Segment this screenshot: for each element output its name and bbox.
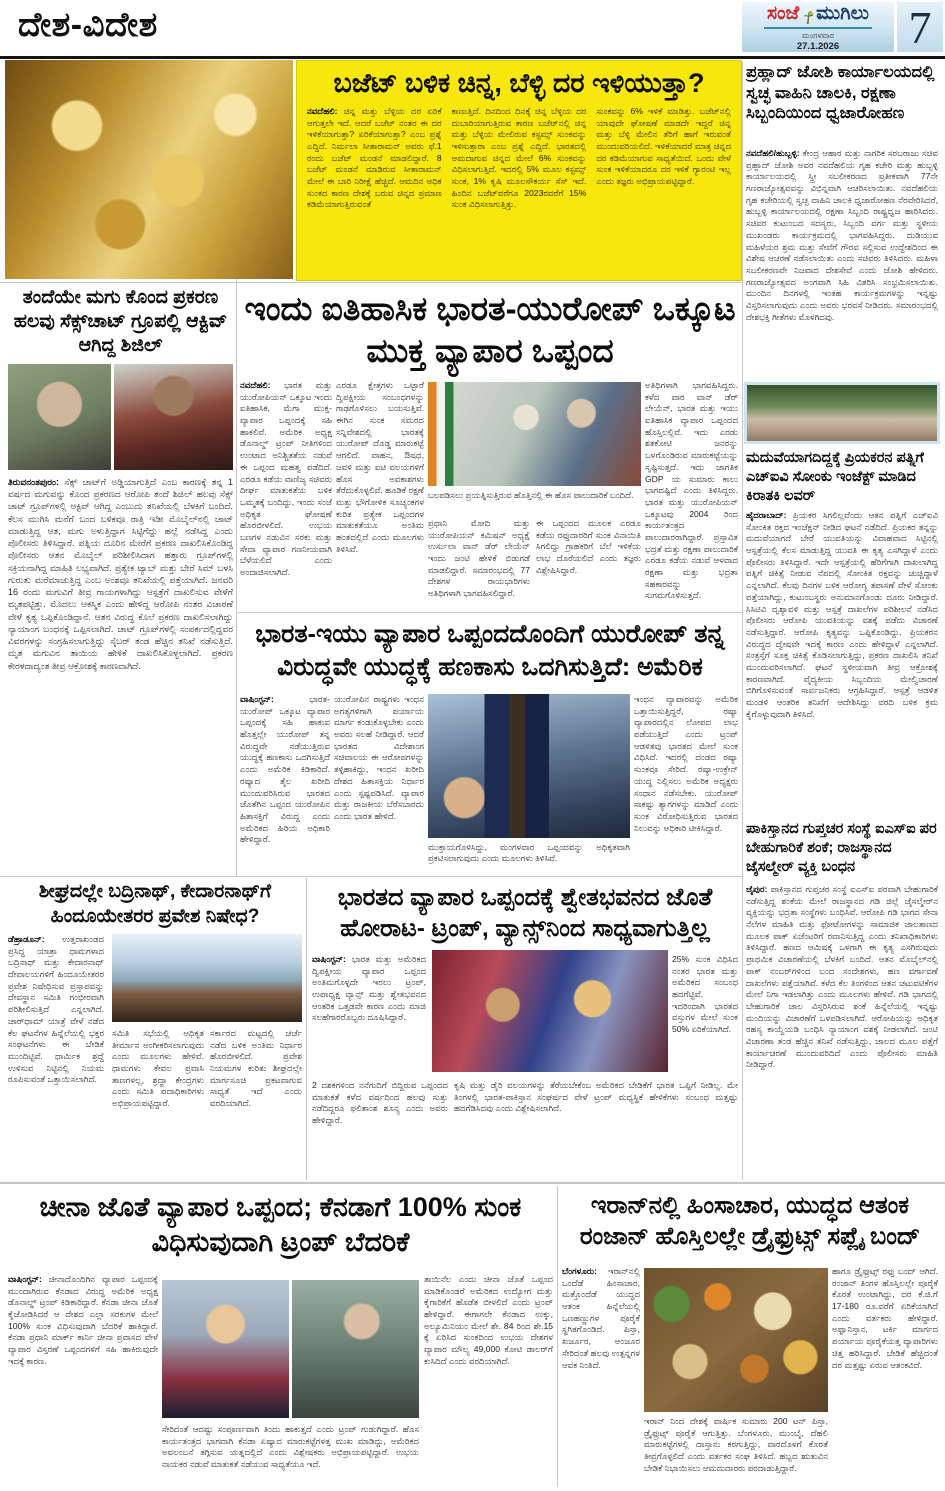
article-gold-headline: ಬಜೆಟ್ ಬಳಿಕ ಚಿನ್ನ, ಬೆಳ್ಳಿ ದರ ಇಳಿಯುತ್ತಾ? bbox=[333, 68, 705, 98]
article-badri-col2: ಸಮಿತಿ ಸಭೆಯಲ್ಲಿ ಅಧಿಕೃತ ತೀರ್ಮಾನ ಅಂಗೀಕರಿಸಲಾಗುವುದು ಎಂದು ಮೂಲಗಳು ಹೇಳಿವೆ. ಧಾಮಗಳು ಕೇವಲ ಪ್ರವಾಸಿ ತಾಣಗಳಲ್ಲ, ಶ್ರದ್ಧಾ ಕೇಂದ್ರಗಳು ಎಂದು ಸಮಿತಿ ಪದಾಧಿಕಾರಿಗಳು ಅಭಿಪ್ರಾಯಪಟ್ಟಿದ್ದಾರೆ. bbox=[112, 1028, 204, 1109]
article-indiaeu-col1 bbox=[240, 380, 332, 608]
article-indiaeu-col5: ಅತಿಥಿಗಳಾಗಿ ಭಾಗವಹಿಸಿದ್ದರು. ಕಳೆದ ವಾರ ವಾನ್ ಡೆರ್ ಲೇಯೆನ್, ಭಾರತ ಮತ್ತು ಇಯು ಐತಿಹಾಸಿಕ ವ್ಯಾಪಾರ ಒಪ್ಪಂದದ ಹೊಸ್ತಿಲಲ್ಲಿವೆ. ಇದು ಎರಡು ಶತಕೋಟಿ ಜನರನ್ನು ಒಳಗೊಂಡಿರುವ ಮಾರುಕಟ್ಟೆಯನ್ನು ಸೃಷ್ಟಿಸುತ್ತದೆ. ಇದು ಜಾಗತಿಕ GDP ಯ ಸುಮಾರು ಕಾಲು ಭಾಗದಷ್ಟಿದೆ ಎಂದು ತಿಳಿಸಿದ್ದರು. ಭಾರತ ಮತ್ತು ಯುರೋಪಿಯನ್ ಒಕ್ಕೂಟವು 2004 ರಿಂದ ಕಾರ್ಯತಂತ್ರದ ಪಾಲುದಾರರಾಗಿದ್ದಾರೆ. ಪ್ರಸ್ತಾವಿತ ಭದ್ರತೆ ಮತ್ತು ರಕ್ಷಣಾ ಪಾಲುದಾರಿಕೆ ಎರಡೂ ಕಡೆಯ ನಡುವೆ ಆಳವಾದ ರಕ್ಷಣಾ ಮತ್ತು ಭದ್ರತಾ ಸಹಕಾರವನ್ನು ಸುಗಮಗೊಳಿಸುತ್ತದೆ. bbox=[645, 380, 738, 601]
article-china-col2: ತಾಯಿನೆಲ ಎಂದು ಚೀನಾ ಜೊತೆ ಒಪ್ಪಂದ ಮಾಡಿಕೊಂಡರೆ ಅಮೆರಿಕದ ಉದ್ಯೋಗ ಮತ್ತು ಕೈಗಾರಿಕೆಗೆ ಹೊಡೆತ ಬೀಳಲಿದೆ ಎಂದು ಟ್ರಂಪ್ ಹೇಳಿದ್ದಾರೆ. ಈಗಾಗಲೇ ಕೆನಡಾದ ಉಕ್ಕು, ಅಲ್ಯೂಮಿನಿಯಂ ಮೇಲೆ ಶೇ. 84 ರಿಂದ ಶೇ.15 ಕ್ಕೆ ಏರಿಸಿದ ಸುಂಕದಿಂದ ಉಭಯ ದೇಶಗಳ ವ್ಯಾಪಾರ ಮೌಲ್ಯ 49,000 ಕೋಟಿ ಡಾಲರ್‌ಗೆ ಕುಸಿದಿದೆ ಎಂದು ವರದಿಯಾಗಿದೆ. bbox=[424, 1274, 553, 1366]
article-indiaeu-headline: ಇಂದು ಐತಿಹಾಸಿಕ ಭಾರತ-ಯುರೋಪ್ ಒಕ್ಕೂಟ ಮುಕ್ತ ವ್ಯಾಪಾರ ಒಪ್ಪಂದ bbox=[244, 290, 736, 370]
article-joshi-headline: ಪ್ರಹ್ಲಾದ್ ಜೋಶಿ ಕಾರ್ಯಾಲಯದಲ್ಲಿ ಸ್ವಚ್ಛ ವಾಹಿನಿ ಚಾಲಕಿ, ರಕ್ಷಣಾ ಸಿಬ್ಬಂದಿಯಿಂದ ಧ್ವಜಾರೋಹಣ bbox=[746, 63, 935, 123]
article-china-headline: ಚೀನಾ ಜೊತೆ ವ್ಯಾಪಾರ ಒಪ್ಪಂದ; ಕೆನಡಾಗೆ 100% ಸುಂಕ ವಿಧಿಸುವುದಾಗಿ ಟ್ರಂಪ್ ಬೆದರಿಕೆ bbox=[39, 1192, 522, 1258]
article-iran-col3: ಇರಾನ್ ನಿಂದ ದೇಶಕ್ಕೆ ವಾರ್ಷಿಕ ಸುಮಾರು 200 ಟನ್ ಪಿಸ್ತಾ, ಡ್ರೈಫ್ರುಟ್ಸ್ ಪೂರೈಕೆ ಆಗುತ್ತಿತ್ತು. ಬೆಂಗಳೂರು, ಮುಂಬೈ, ದೆಹಲಿ ಮಾರುಕಟ್ಟೆಗಳಲ್ಲಿ ದಾಸ್ತಾನು ಕರಗುತ್ತಿದ್ದು, ವಾರದೊಳಗೆ ಕೊರತೆ ತೀವ್ರಗೊಳ್ಳಲಿದೆ ಎಂದು ವರ್ತಕರ ಸಂಘ ತಿಳಿಸಿದೆ. ಹಬ್ಬದ ಋತುವಿನ ಬೇಡಿಕೆ ನಿಭಾಯಿಸಲು ಆಮದುದಾರರು ಪರದಾಡುತ್ತಿದ್ದಾರೆ. bbox=[644, 1416, 828, 1473]
dry-fruits-photo bbox=[644, 1268, 828, 1412]
trump-oval-office-photo bbox=[428, 694, 630, 838]
trump-closeup-photo bbox=[162, 1280, 289, 1418]
article-iran-headline: ಇರಾನ್‌ನಲ್ಲಿ ಹಿಂಸಾಚಾರ, ಯುದ್ಧದ ಆತಂಕ ರಂಜಾನ್ ಹೊಸ್ತಿಲಲ್ಲೇ ಡ್ರೈಫ್ರುಟ್ಸ್ ಸಪ್ಲೈ ಬಂದ್ bbox=[579, 1192, 921, 1251]
article-euwar-col1 bbox=[240, 694, 330, 872]
article-trade-col4: ಕೃಷಿ ಮತ್ತು ಡೈರಿ ವಲಯಗಳನ್ನು ತೆರೆಯಬೇಕೆಂಬ ಅಮೆರಿಕದ ಬೇಡಿಕೆಗೆ ಭಾರತ ಒಪ್ಪಿಗೆ ನೀಡಿಲ್ಲ. ಮೇ ತಿಂಗಳಲ್ಲಿ ಭಾರತ-ಪಾಕಿಸ್ತಾನ ಸಂಘರ್ಷದ ವೇಳೆ ಟ್ರಂಪ್ ಮಧ್ಯಸ್ಥಿಕೆ ಹೇಳಿಕೆಗಳು ಸಂಬಂಧ ಮತ್ತಷ್ಟು ಹದಗೆಡಿಸಿದವು ಎಂದು ವಿಶ್ಲೇಷಿಸಲಾಗಿದೆ. bbox=[454, 1080, 738, 1114]
divider bbox=[557, 1186, 558, 1487]
article-iran-byline: ಬೆಂಗಳೂರು: bbox=[562, 1266, 597, 1276]
article-china-col1 bbox=[8, 1274, 158, 1484]
modi-vonderleyen-photo bbox=[428, 382, 641, 486]
masthead-palm-icon bbox=[801, 10, 814, 25]
article-trade-col1-text: ಭಾರತ ಮತ್ತು ಅಮೆರಿಕದ ದ್ವಿಪಕ್ಷೀಯ ವ್ಯಾಪಾರ ಒಪ್ಪಂದ ಅಂತಿಮಗೊಳ್ಳದೇ ಇರಲು ಟ್ರಂಪ್, ಉಪಾಧ್ಯಕ್ಷ ವ್ಯಾನ್ಸ್ ಮತ್ತು ಶ್ವೇತಭವನದ ಆಂತರಿಕ ಒತ್ತಡವೇ ಕಾರಣ ಎಂದು ಮಾಜಿ ಸಲಹೆಗಾರರೊಬ್ಬರು ದೂಷಿಸಿದ್ದಾರೆ. bbox=[312, 954, 426, 1023]
women-flag-salute-photo bbox=[744, 382, 940, 444]
article-hiv-body bbox=[746, 510, 938, 816]
article-badri-col3: ಸರ್ಕಾರದ ಮಟ್ಟದಲ್ಲಿ ಚರ್ಚೆ ನಡೆದ ಬಳಿಕ ಅಂತಿಮ ನಿರ್ಧಾರ ಹೊರಬೀಳಲಿದೆ. ಪ್ರವೇಶ ನಿಯಮಗಳ ಕುರಿತು ಶೀಘ್ರದಲ್ಲೇ ಮಾರ್ಗಸೂಚಿ ಪ್ರಕಟವಾಗುವ ಸಾಧ್ಯತೆ ಇದೆ ಎಂದು ವರದಿಯಾಗಿದೆ. bbox=[210, 1028, 302, 1109]
vance-trump-rally-photo bbox=[432, 950, 668, 1072]
article-gold-budget bbox=[296, 60, 742, 281]
article-isi-body bbox=[746, 884, 938, 1178]
article-badri-headline: ಶೀಘ್ರದಲ್ಲೇ ಬದ್ರಿನಾಥ್, ಕೇದಾರನಾಥ್‌ಗೆ ಹಿಂದೂಯೇತರರ ಪ್ರವೇಶ ನಿಷೇಧ? bbox=[38, 881, 272, 927]
masthead-brand-blue: ಮುಗಿಲು bbox=[816, 2, 869, 24]
kedarnath-temple-photo bbox=[112, 934, 302, 1022]
article-gold-col bbox=[307, 106, 442, 254]
divider bbox=[0, 1182, 945, 1184]
article-euwar-headline: ಭಾರತ-ಇಯು ವ್ಯಾಪಾರ ಒಪ್ಪಂದದೊಂದಿಗೆ ಯುರೋಪ್ ತನ್ನ ವಿರುದ್ಧವೇ ಯುದ್ಧಕ್ಕೆ ಹಣಕಾಸು ಒದಗಿಸುತ್ತಿದೆ: ಅಮೆರಿಕ bbox=[255, 620, 725, 681]
article-gold-col-text: ಚಿನ್ನ ಮತ್ತು ಬೆಳ್ಳಿಯ ದರ ಏರಿಕೆ ಆಗುತ್ತಲೇ ಇದೆ. ಆದರೆ ಬಜೆಟ್ ನಂತರ ಈ ದರ ಇಳಿಕೆಯಾಗುತ್ತಾ? ಏರಿಕೆಯಾಗುತ್ತಾ? ಎಂಬ ಪ್ರಶ್ನೆ ಎದ್ದಿದೆ. ನಿರ್ಮಲಾ ಸೀತಾರಾಮನ್ ಅವರು ಫೆ.1 ರಂದು ಬಜೆಟ್ ಮಂಡನೆ ಮಾಡಲಿದ್ದಾರೆ. 8 ಬಜೆಟ್ ಮಂಡನೆ ಮಾಡಿರುವ ಸೀತಾರಾಮನ್ ಮೇಲೆ ಈ ಬಾರಿ ನಿರೀಕ್ಷೆ ಹೆಚ್ಚಿದೆ. ಆಮದಿನ ಅಧಿಕ ಸುಂಕದ ಕಾರಣ ದೇಶಕ್ಕೆ ಬರುವ ಚಿನ್ನದ ಪ್ರಮಾಣ ಕಡಿಮೆಯಾಗುತ್ತಿರುವಂತೆ bbox=[307, 105, 442, 210]
article-gold-byline: ನವದೆಹಲಿ: bbox=[307, 105, 338, 116]
article-euwar-col2: ಯುರೋಪಿನ ರಾಷ್ಟ್ರಗಳು ಇಂಧನ ಅಗತ್ಯಗಳಿಗಾಗಿ ಪರ್ಯಾಯ ಮಾರ್ಗ ಕಂಡುಕೊಳ್ಳಬೇಕು ಎಂದು ಅವರು ಸಲಹೆ ನೀಡಿದ್ದಾರೆ. ಆದರೆ ಭಾರತದ ವಿದೇಶಾಂಗ ಸಚಿವಾಲಯ ಈ ಆರೋಪಗಳನ್ನು ತಳ್ಳಿಹಾಕಿದ್ದು, ಇಂಧನ ಖರೀದಿ ದೇಶದ ಹಿತಾಸಕ್ತಿಯ ನಿರ್ಧಾರ ಎಂದು ಸ್ಪಷ್ಟಪಡಿಸಿದೆ. ವ್ಯಾಪಾರ ಮತ್ತು ರಾಜಕೀಯ ಬೆರೆಸಬಾರದು ಎಂದು ಭಾರತ ಹೇಳಿದೆ. bbox=[334, 694, 424, 821]
article-euwar-photo-caption: ಮುಕ್ತಾಯಗೊಳಿಸಿದ್ದು, ಮಂಗಳವಾರ ಒಪ್ಪಂದವನ್ನು ಅಧಿಕೃತವಾಗಿ ಪ್ರಕಟಿಸಲಾಗುವುದು ಎಂದು ಮೂಲಗಳು ತಿಳಿಸಿವೆ. bbox=[428, 842, 630, 864]
gold-jewellery-photo bbox=[5, 60, 293, 279]
article-euwar-col1-text: ಭಾರತ-ಯುರೋಪ್ ಒಕ್ಕೂಟ ವ್ಯಾಪಾರ ಒಪ್ಪಂದಕ್ಕೆ ಸಹಿ ಹಾಕುವ ಹೊತ್ತಲ್ಲೇ ಯುರೋಪ್ ತನ್ನ ವಿರುದ್ಧವೇ ನಡೆಯುತ್ತಿರುವ ಯುದ್ಧಕ್ಕೆ ಹಣಕಾಸು ಒದಗಿಸುತ್ತಿದೆ ಎಂದು ಅಮೆರಿಕ ಕಿಡಿಕಾರಿದೆ. ರಷ್ಯಾದ ತೈಲ ಖರೀದಿ ಮುಂದುವರಿಸಿರುವ ಭಾರತದ ಜೊತೆಗಿನ ಒಪ್ಪಂದ ಯುರೋಪಿನ ಹಿತಾಸಕ್ತಿಗೆ ವಿರುದ್ಧ ಎಂದು ಅಮೆರಿಕದ ಹಿರಿಯ ಅಧಿಕಾರಿ ಹೇಳಿದ್ದಾರೆ. bbox=[240, 694, 330, 845]
article-father-body bbox=[8, 476, 233, 870]
article-trade-col1 bbox=[312, 954, 426, 1074]
article-china-byline: ವಾಷಿಂಗ್ಟನ್: bbox=[8, 1274, 42, 1284]
article-trade-col2: 25% ಸುಂಕ ವಿಧಿಸಿದ ನಂತರ ಭಾರತ ಮತ್ತು ಅಮೆರಿಕದ ಸಂಬಂಧ ಹದಗೆಟ್ಟಿವೆ. ಇದರಿಂದಾಗಿ ಭಾರತದ ವಸ್ತುಗಳ ಮೇಲೆ ಸುಂಕ 50% ಏರಿಕೆಯಾಗಿದೆ. bbox=[672, 954, 738, 1035]
masthead bbox=[742, 2, 894, 52]
masthead-day: ಮಂಗಳವಾರ bbox=[801, 30, 834, 40]
divider bbox=[306, 878, 307, 1180]
article-euwar-col3: ಇಂಧನ ವ್ಯಾಪಾರವನ್ನು ಅಮೆರಿಕ ಒತ್ತಾಯಿಸುತ್ತಿದ್ದರೆ, ರಷ್ಯಾ ವ್ಯಾಪಾರದಲ್ಲಿನ ಲೋಪದ ಲಾಭ ಪಡೆಯುತ್ತಿದೆ ಎಂದು ಟ್ರಂಪ್ ಆಡಳಿತವು ಭಾರತದ ಮೇಲೆ ಸುಂಕ ವಿಧಿಸಿದೆ. ಇದರಲ್ಲಿ ದಂಡದ ರಷ್ಯಾ ಸುಂಕವೂ ಸೇರಿದೆ. ರಷ್ಯಾ-ಉಕ್ರೇನ್ ಯುದ್ಧ ನಿಲ್ಲಿಸಲು ಅಮೆರಿಕ ಅಧ್ಯಕ್ಷರು ಸಂಧಾನ ನಡೆಸಬೇಕು. ಯುರೋಪ್ ಸಾಕಷ್ಟು ತ್ಯಾಗಗಳನ್ನು ಮಾಡಿದೆ ಎಂದು ಸುಂಕ ವಿರೋಧಿಸುತ್ತಿರುವ ಭಾರತದ ನಿಲುವನ್ನು ಅಧಿಕಾರಿ ಟೀಕಿಸಿದ್ದಾರೆ. bbox=[634, 694, 738, 833]
article-isi-headline: ಪಾಕಿಸ್ತಾನದ ಗುಪ್ತಚರ ಸಂಸ್ಥೆ ಐಎಸ್‌ಐ ಪರ ಬೇಹುಗಾರಿಕೆ ಶಂಕೆ; ರಾಜಸ್ಥಾನದ ಜೈಸಲ್ಮೇರ್ ವ್ಯಕ್ತಿ ಬಂಧನ bbox=[746, 821, 937, 875]
article-badri-col1-text: ಉತ್ತರಾಖಂಡದ ಪ್ರಸಿದ್ಧ ಯಾತ್ರಾ ಧಾಮಗಳಾದ ಬದ್ರಿನಾಥ್ ಮತ್ತು ಕೇದಾರನಾಥ್ ದೇವಾಲಯಗಳಿಗೆ ಹಿಂದೂಯೇತರರ ಪ್ರವೇಶ ನಿಷೇಧಿಸುವ ಪ್ರಸ್ತಾಪವನ್ನು ದೇವಸ್ಥಾನ ಸಮಿತಿ ಗಂಭೀರವಾಗಿ ಪರಿಶೀಲಿಸುತ್ತಿದೆ ಎನ್ನಲಾಗಿದೆ. ಚಾರ್‌ಧಾಮ್ ಯಾತ್ರೆ ವೇಳೆ ನಡೆದ ಕೆಲ ಘಟನೆಗಳ ಹಿನ್ನೆಲೆಯಲ್ಲಿ ಭಕ್ತರ ಸಂಘಟನೆಗಳು ಈ ಬೇಡಿಕೆ ಮುಂದಿಟ್ಟಿವೆ. ಧಾರ್ಮಿಕ ಶ್ರದ್ಧೆ ಉಳಿಸುವ ನಿಟ್ಟಿನಲ್ಲಿ ನಿಯಮ ರೂಪಿಸುವಂತೆ ಒತ್ತಾಯಿಸಲಾಗಿದೆ. bbox=[8, 934, 104, 1085]
article-trade-col3: 2 ದಶಕಗಳಿಂದ ನನೆಗುದಿಗೆ ಬಿದ್ದಿರುವ ಒಪ್ಪಂದದ ಮಾತುಕತೆ ಕಳೆದ ವರ್ಷದಿಂದ ಹಲವು ಸುತ್ತು ನಡೆದಿದ್ದರೂ ಫಲಿತಾಂಶ ಶೂನ್ಯ ಎಂದು ಅವರು ಹೇಳಿದ್ದಾರೆ. bbox=[312, 1080, 448, 1126]
article-trade-byline: ವಾಷಿಂಗ್ಟನ್: bbox=[312, 954, 346, 964]
article-indiaeu-col3: ಪ್ರಧಾನಿ ಮೋದಿ ಮತ್ತು ಯುರೋಪಿಯನ್ ಕಮಿಷನ್ ಅಧ್ಯಕ್ಷೆ ಉರ್ಸುಲಾ ವಾನ್ ಡೆರ್ ಲೇಯೆನ್ ಇಂದು ಜಂಟಿ ಹೇಳಿಕೆ ಬಿಡುಗಡೆ ಮಾಡಲಿದ್ದಾರೆ. ಸಮಾರಂಭದಲ್ಲಿ 77 ದೇಶಗಳ ರಾಯಭಾರಿಗಳು ಅತಿಥಿಗಳಾಗಿ ಭಾಗವಹಿಸಲಿದ್ದಾರೆ. bbox=[428, 518, 530, 599]
masthead-brand bbox=[767, 3, 869, 25]
masthead-brand-red: ಸಂಜೆ bbox=[767, 2, 800, 24]
article-indiaeu-col1-text: ಭಾರತ ಮತ್ತು ಯುರೋಪಿಯನ್ ಒಕ್ಕೂಟ ಇಂದು ಐತಿಹಾಸಿಕ, ಮೆಗಾ ಮುಕ್ತ-ವ್ಯಾಪಾರ ಒಪ್ಪಂದಕ್ಕೆ ಸಹಿ ಹಾಕಲಿವೆ. ಅಮೆರಿಕ ಅಧ್ಯಕ್ಷ ಡೊನಾಲ್ಡ್ ಟ್ರಂಪ್ ನೀತಿಗಳಿಂದ ಉಂಟಾದ ಅನಿಶ್ಚಿತತೆಯ ನಡುವೆ ಈ ಒಪ್ಪಂದ ಮಹತ್ವ ಪಡೆದಿದೆ. ಎರಡೂ ಕಡೆಯ ವಾಣಿಜ್ಯ ಸಚಿವರು ದೀರ್ಘ ಮಾತುಕತೆಯ ಬಳಿಕ ಒಮ್ಮತಕ್ಕೆ ಬಂದಿದ್ದು, ಇಂದು ಸಂಜೆ ಅಧಿಕೃತ ಘೋಷಣೆ ಹೊರಬೀಳಲಿದೆ. ಉಭಯ ಬಣಗಳ ನಡುವಿನ ಸರಕು ಮತ್ತು ಸೇವಾ ವ್ಯಾಪಾರ ಗಣನೀಯವಾಗಿ ಬೆಳೆಯಲಿದೆ ಎಂದು ಅಂದಾಜಿಸಲಾಗಿದೆ. bbox=[240, 380, 332, 577]
section-title: ದೇಶ-ವಿದೇಶ bbox=[18, 6, 158, 44]
article-euwar-byline: ವಾಷಿಂಗ್ಟನ್: bbox=[240, 694, 274, 704]
article-hiv-body-text: ಪ್ರಿಯಕರ ಸಿಗಲಿಲ್ಲವೆಂದು ಆತನ ಪತ್ನಿಗೆ ಎಚ್‌ಐವಿ ಸೋಂಕಿತ ರಕ್ತದ ಇಂಜೆಕ್ಷನ್ ನೀಡಿದ ಘಟನೆ ನಡೆದಿದೆ. ಪ್ರಿಯಕರ ತನ್ನನ್ನು ಮದುವೆಯಾಗದೆ ಬೇರೆ ಯುವತಿಯನ್ನು ವಿವಾಹವಾದ ಸಿಟ್ಟಿನಲ್ಲಿ ಆಸ್ಪತ್ರೆಯಲ್ಲಿ ಕೆಲಸ ಮಾಡುತ್ತಿದ್ದ ಯುವತಿ ಈ ಕೃತ್ಯ ಎಸಗಿದ್ದಾಳೆ ಎಂದು ಪೊಲೀಸರು ತಿಳಿಸಿದ್ದಾರೆ. ಇದೇ ಆಸ್ಪತ್ರೆಯಲ್ಲಿ ಹೆರಿಗೆಗಾಗಿ ದಾಖಲಾಗಿದ್ದ ಪತ್ನಿಗೆ ಚಿಕಿತ್ಸೆ ನೀಡುವ ನೆಪದಲ್ಲಿ ಸೋಂಕಿತ ರಕ್ತವನ್ನು ಚುಚ್ಚಿದ್ದಾಳೆ ಎನ್ನಲಾಗಿದೆ. ಕೆಲವು ದಿನಗಳ ಬಳಿಕ ಆರೋಗ್ಯ ತಪಾಸಣೆ ವೇಳೆ ಸೋಂಕು ಪತ್ತೆಯಾಗಿದ್ದು, ಕುಟುಂಬಸ್ಥರು ಅನುಮಾನಗೊಂಡು ದೂರು ನೀಡಿದ್ದಾರೆ. ಸಿಸಿಟಿವಿ ದೃಶ್ಯಾವಳಿ ಮತ್ತು ಆಸ್ಪತ್ರೆ ದಾಖಲೆಗಳ ಪರಿಶೀಲನೆ ನಡೆಸಿದ ಪೊಲೀಸರು ಆರೋಪಿ ಯುವತಿಯನ್ನು ವಶಕ್ಕೆ ಪಡೆದು ವಿಚಾರಣೆ ನಡೆಸುತ್ತಿದ್ದಾರೆ. ಆರೋಪಿ ಕೃತ್ಯವನ್ನು ಒಪ್ಪಿಕೊಂಡಿದ್ದು, ಪ್ರಿಯಕರನ ವಿರುದ್ಧದ ದ್ವೇಷವೇ ಇದಕ್ಕೆ ಕಾರಣ ಎಂದು ಹೇಳಿದ್ದಾಳೆ ಎನ್ನಲಾಗಿದೆ. ಸಂತ್ರಸ್ತೆಗೆ ಸೂಕ್ತ ಚಿಕಿತ್ಸೆ ಕೊಡಿಸಲಾಗುತ್ತಿದ್ದು, ಪ್ರಕರಣ ದಾಖಲಿಸಿ ತನಿಖೆ ಮುಂದುವರಿಸಲಾಗಿದೆ. ಘಟನೆ ಸ್ಥಳೀಯವಾಗಿ ತೀವ್ರ ಆಕ್ರೋಶಕ್ಕೆ ಕಾರಣವಾಗಿದೆ. ವೈದ್ಯಕೀಯ ಸಿಬ್ಬಂದಿಯ ಮೇಲ್ವಿಚಾರಣೆ ಬಿಗಿಗೊಳಿಸುವಂತೆ ಸಾರ್ವಜನಿಕರು ಆಗ್ರಹಿಸಿದ್ದಾರೆ. ಆಸ್ಪತ್ರೆ ಆಡಳಿತ ಮಂಡಳಿ ಆಂತರಿಕ ತನಿಖೆಗೆ ಆದೇಶಿಸಿದ್ದು ವರದಿ ಬಳಿಕ ಕ್ರಮ ಕೈಗೊಳ್ಳುವುದಾಗಿ ತಿಳಿಸಿದೆ. bbox=[746, 510, 938, 719]
article-badri-byline: ಡೆಹ್ರಾಡೂನ್: bbox=[8, 934, 45, 944]
divider bbox=[0, 876, 742, 877]
article-isi-byline: ಜೈಪುರ: bbox=[746, 884, 768, 894]
article-china-col1-text: ಚೀನಾದೊಂದಿಗಿನ ವ್ಯಾಪಾರ ಒಪ್ಪಂದಕ್ಕೆ ಮುಂದಾಗಿರುವ ಕೆನಡಾದ ವಿರುದ್ಧ ಅಮೆರಿಕ ಅಧ್ಯಕ್ಷ ಡೊನಾಲ್ಡ್ ಟ್ರಂಪ್ ಕಿಡಿಕಾರಿದ್ದಾರೆ. ಕೆನಡಾ ಚೀನಾ ಜೊತೆ ಕೈಜೋಡಿಸಿದರೆ ಆ ದೇಶದ ಎಲ್ಲಾ ಸರಕುಗಳ ಮೇಲೆ 100% ಸುಂಕ ವಿಧಿಸುವುದಾಗಿ ಬೆದರಿಕೆ ಹಾಕಿದ್ದಾರೆ. ಕೆನಡಾ ಪ್ರಧಾನಿ ಮಾರ್ಕ್ ಕಾರ್ನಿ ಚೀನಾ ಪ್ರವಾಸದ ವೇಳೆ ವ್ಯಾಪಾರ ವಿಸ್ತರಣೆ ಒಪ್ಪಂದಗಳಿಗೆ ಸಹಿ ಹಾಕಿರುವುದೇ ಇದಕ್ಕೆ ಕಾರಣ. bbox=[8, 1274, 158, 1366]
article-indiaeu-col4: ಈ ಒಪ್ಪಂದದ ಮೂಲಕ ಎರಡೂ ಕಡೆಯ ರಫ್ತುದಾರರಿಗೆ ಸುಂಕ ವಿನಾಯಿತಿ ಸಿಗಲಿದ್ದು ಗ್ರಾಹಕರಿಗೆ ಬೆಲೆ ಇಳಿಕೆಯ ಲಾಭ ದೊರೆಯಲಿದೆ ಎಂದು ತಜ್ಞರು ವಿಶ್ಲೇಷಿಸಿದ್ದಾರೆ. bbox=[536, 518, 641, 575]
article-iran-col1 bbox=[562, 1266, 640, 1484]
article-father-body-text: ಸೆಕ್ಸ್ ಚಾಟ್‌ಗೆ ಅಡ್ಡಿಯಾಗುತ್ತಿದೆ ಎಂಬ ಕಾರಣಕ್ಕೆ ತನ್ನ 1 ವರ್ಷದ ಮಗುವನ್ನು ಕೊಂದ ಪ್ರಕರಣದ ಆರೋಪಿ ತಂದೆ ಶಿಜಿಲ್ ಹಲವು ಸೆಕ್ಸ್ ಚಾಟ್ ಗ್ರೂಪ್‌ಗಳಲ್ಲಿ ಆಕ್ಟಿವ್ ಆಗಿದ್ದ ಎಂಬುದು ತನಿಖೆಯಲ್ಲಿ ಬೆಳಕಿಗೆ ಬಂದಿದೆ. ಕೆಲಸ ಮುಗಿಸಿ ಮನೆಗೆ ಬಂದ ಬಳಿಕವೂ ರಾತ್ರಿ ಇಡೀ ಮೊಬೈಲ್‌ನಲ್ಲಿ ಚಾಟ್ ಮಾಡುತ್ತಿದ್ದ ಆತ, ಮಗು ಅಳುತ್ತಿದ್ದಾಗ ಸಿಟ್ಟಿಗೆದ್ದು ಹಲ್ಲೆ ನಡೆಸಿದ್ದ ಎಂದು ಪೊಲೀಸರು ತಿಳಿಸಿದ್ದಾರೆ. ಪತ್ನಿಯ ದೂರಿನ ಮೇರೆಗೆ ಪ್ರಕರಣ ದಾಖಲಿಸಿಕೊಂಡಿದ್ದ ಪೊಲೀಸರು ಆತನ ಮೊಬೈಲ್ ಪರಿಶೀಲಿಸಿದಾಗ ಹತ್ತಾರು ಗ್ರೂಪ್‌ಗಳಲ್ಲಿ ಸಕ್ರಿಯನಾಗಿದ್ದ ಮಾಹಿತಿ ಲಭ್ಯವಾಗಿದೆ. ಪ್ರತ್ಯೇಕ ಟ್ಯಾಬ್ ಮತ್ತು ಬೇರೆ ಸಿಮ್ ಬಳಸಿ ಗುರುತು ಮರೆಮಾಚುತ್ತಿದ್ದ ಎಂಬ ಅಂಶವೂ ತನಿಖೆಯಲ್ಲಿ ಪತ್ತೆಯಾಗಿದೆ. ಜನವರಿ 16 ರಂದು ಮಗುವಿಗೆ ತೀವ್ರ ಗಾಯಗಳಾಗಿದ್ದು ಆಸ್ಪತ್ರೆಗೆ ದಾಖಲಿಸುವ ವೇಳೆಗೆ ಮೃತಪಟ್ಟಿತ್ತು. ಮೊದಲು ಆಕಸ್ಮಿಕ ಎಂದು ಹೇಳಿದ್ದ ಆರೋಪಿ ನಂತರ ವಿಚಾರಣೆ ವೇಳೆ ಕೃತ್ಯ ಒಪ್ಪಿಕೊಂಡಿದ್ದಾನೆ. ಆತನ ವಿರುದ್ಧ ಕೊಲೆ ಪ್ರಕರಣ ದಾಖಲಿಸಲಾಗಿದ್ದು ನ್ಯಾಯಾಂಗ ಬಂಧನಕ್ಕೆ ಒಪ್ಪಿಸಲಾಗಿದೆ. ಚಾಟ್ ಗ್ರೂಪ್‌ಗಳಲ್ಲಿ ಸಂಪರ್ಕದಲ್ಲಿದ್ದವರ ವಿವರಗಳನ್ನು ಸಂಗ್ರಹಿಸಲಾಗುತ್ತಿದ್ದು ಸೈಬರ್ ತಂಡ ಹೆಚ್ಚಿನ ತನಿಖೆ ನಡೆಸುತ್ತಿದೆ. ಮೃತ ಮಗುವಿನ ತಾಯಿಯ ಹೇಳಿಕೆ ದಾಖಲಿಸಿಕೊಳ್ಳಲಾಗಿದೆ. ಪ್ರಕರಣ ಕೇರಳದಾದ್ಯಂತ ತೀವ್ರ ಆಕ್ರೋಶಕ್ಕೆ ಕಾರಣವಾಗಿದೆ. bbox=[8, 477, 233, 671]
article-gold-columns bbox=[307, 106, 731, 254]
article-gold-col: ಸುಂಕವನ್ನು 6% ಇಳಿಕೆ ಮಾಡಿತ್ತು. ಬಜೆಟ್‌ನಲ್ಲಿ ಯಾವುದೇ ಘೋಷಣೆ ಮಾಡದೇ ಇದ್ದರೆ ಚಿನ್ನ ಮತ್ತು ಬೆಳ್ಳಿ ಮೇಲಿನ ತೆರಿಗೆ ಹಾಗೆ ಇರುವಂತೆ ಮುಂದುವರಿಯಲಿದೆ. ಇಳಿಕೆಯಾದರೆ ಮಾತ್ರ ಚಿನ್ನದ ದರ ಕಡಿಮೆಯಾಗುವ ಸಾಧ್ಯತೆಯಿದೆ. ಒಂದು ವೇಳೆ ಸುಂಕ ಇಳಿಕೆಯಾದರೂ ದರ ಇಳಿಕೆ ಗ್ಯಾರಂಟಿ ಇಲ್ಲ ಎಂದು ತಜ್ಞರು ಅಭಿಪ್ರಾಯಪಟ್ಟಿದ್ದಾರೆ. bbox=[596, 105, 732, 187]
article-father-headline: ತಂದೆಯೇ ಮಗು ಕೊಂದ ಪ್ರಕರಣ ಹಲವು ಸೆಕ್ಸ್‌ಚಾಟ್ ಗ್ರೂಪಲ್ಲಿ ಆಕ್ಟಿವ್ ಆಗಿದ್ದ ಶಿಜಿಲ್ bbox=[13, 287, 228, 356]
article-indiaeu-byline: ನವದೆಹಲಿ: bbox=[240, 380, 271, 390]
article-gold-col: ಕಾಣುತ್ತಿದೆ. ದಿನದಿಂದ ದಿನಕ್ಕೆ ಚಿನ್ನ ಬೆಳ್ಳಿಯ ದರ ದುಬಾರಿಯಾಗುತ್ತಿರುವ ಕಾರಣ ಬಜೆಟ್‌ನಲ್ಲಿ ಚಿನ್ನ ಮತ್ತು ಬೆಳ್ಳಿಯ ಮೇಲಿರುವ ಕಸ್ಟಮ್ಸ್ ಸುಂಕವನ್ನು ಇಳಿಸುತ್ತಾರಾ ಎಂಬ ಪ್ರಶ್ನೆ ಎದ್ದಿದೆ. ಭಾರತದಲ್ಲಿ ಆಮದಾಗುವ ಚಿನ್ನದ ಮೇಲೆ 6% ಸುಂಕವನ್ನು ವಿಧಿಸಲಾಗುತ್ತಿದೆ. ಇದರಲ್ಲಿ 5% ಮೂಲ ಕಸ್ಟಮ್ಸ್ ಸುಂಕ, 1% ಕೃಷಿ ಮೂಲಸೌಕರ್ಯ ಸೆಸ್ ಇದೆ. ಹಿಂದಿನ ಬಜೆಟ್‌ವರೆಗೂ 2023ರವರೆಗೆ 15% ಸುಂಕ ವಿಧಿಸಲಾಗುತ್ತಿತ್ತು. bbox=[451, 105, 587, 210]
page-number: 7 bbox=[897, 2, 943, 52]
article-hiv-byline: ಹೈದರಾಬಾದ್: bbox=[746, 510, 787, 520]
article-joshi-byline: ನವದೆಹಲಿ/ಹುಬ್ಬಳ್ಳಿ: bbox=[746, 148, 800, 158]
blurred-suspect-photo bbox=[8, 364, 111, 470]
article-iran-col2: ಹಾಗೂ ಡ್ರೈಫ್ರುಟ್ಸ್ ರಫ್ತು ಬಂದ್ ಆಗಿದೆ. ರಂಜಾನ್ ತಿಂಗಳ ಹೊಸ್ತಿಲಲ್ಲೇ ಪೂರೈಕೆ ಕೊರತೆ ಉಂಟಾಗಿದ್ದು, ದರ ಕೆ.ಜಿ.ಗೆ 17-180 ರೂ.ವರೆಗೆ ಏರಿಕೆಯಾಗಿದೆ ಎಂದು ವರ್ತಕರು ಹೇಳಿದ್ದಾರೆ. ಅಫ್ಘಾನಿಸ್ತಾನ, ಟರ್ಕಿ ಮಾರ್ಗದ ಪರ್ಯಾಯ ಪೂರೈಕೆಯತ್ತ ವ್ಯಾಪಾರಿಗಳು ಚಿತ್ತ ಹರಿಸಿದ್ದಾರೆ. ಬೇಡಿಕೆ ಹೆಚ್ಚಿದಂತೆ ದರ ಮತ್ತಷ್ಟು ಏರುವ ಆತಂಕವಿದೆ. bbox=[832, 1266, 938, 1370]
masthead-date: 27.1.2026 bbox=[796, 40, 840, 52]
masthead-rule bbox=[764, 27, 872, 29]
article-hiv-headline: ಮದುವೆಯಾಗದಿದ್ದಕ್ಕೆ ಪ್ರಿಯಕರನ ಪತ್ನಿಗೆ ಎಚ್‌ಐವಿ ಸೋಂಕು ಇಂಜೆಕ್ಟ್ ಮಾಡಿದ ಕಿರಾತಕಿ ಲವರ್ bbox=[746, 450, 924, 504]
article-joshi-body-text: ಕೇಂದ್ರ ಆಹಾರ ಮತ್ತು ನಾಗರಿಕ ಸರಬರಾಜು ಸಚಿವ ಪ್ರಹ್ಲಾದ್ ಜೋಶಿ ಅವರ ನವದೆಹಲಿಯ ಗೃಹ ಕಚೇರಿ ಮತ್ತು ಹುಬ್ಬಳ್ಳಿ ಕಾರ್ಯಾಲಯದಲ್ಲಿ ಸ್ತ್ರೀ ಸಬಲೀಕರಣದ ಪ್ರತೀಕವಾಗಿ 77ನೇ ಗಣರಾಜ್ಯೋತ್ಸವವನ್ನು ವಿಭಿನ್ನವಾಗಿ ಆಚರಿಸಲಾಯಿತು. ನವದೆಹಲಿಯ ಗೃಹ ಕಚೇರಿಯಲ್ಲಿ ಸ್ವಚ್ಛ ವಾಹಿನಿ ಚಾಲಕಿ ಧ್ವಜಾರೋಹಣ ನೆರವೇರಿಸಿದರೆ, ಹುಬ್ಬಳ್ಳಿ ಕಾರ್ಯಾಲಯದಲ್ಲಿ ರಕ್ಷಣಾ ಸಿಬ್ಬಂದಿ ರಾಷ್ಟ್ರಧ್ವಜ ಹಾರಿಸಿದರು. ಸಚಿವರ ಕುಟುಂಬದ ಸದಸ್ಯರು, ಸಿಬ್ಬಂದಿ ವರ್ಗ ಮತ್ತು ಸ್ಥಳೀಯ ಮುಖಂಡರು ಕಾರ್ಯಕ್ರಮದಲ್ಲಿ ಭಾಗವಹಿಸಿದ್ದರು. ದುಡಿಯುವ ಮಹಿಳೆಯರ ಶ್ರಮ ಮತ್ತು ಸೇವೆಗೆ ಗೌರವ ಸಲ್ಲಿಸುವ ಉದ್ದೇಶದಿಂದ ಈ ವಿಶೇಷ ಆಚರಣೆ ನಡೆಸಲಾಯಿತು ಎಂದು ಸಚಿವರು ತಿಳಿಸಿದರು. ಮಹಿಳಾ ಸಬಲೀಕರಣವೇ ನಿಜವಾದ ದೇಶಸೇವೆ ಎಂದು ಜೋಶಿ ಹೇಳಿದರು. ಗಣರಾಜ್ಯೋತ್ಸವದ ಅಂಗವಾಗಿ ಸಿಹಿ ವಿತರಿಸಿ ಸಂಭ್ರಮಿಸಲಾಯಿತು. ಮುಂದಿನ ದಿನಗಳಲ್ಲಿ ಇಂತಹ ಕಾರ್ಯಕ್ರಮಗಳನ್ನು ಇನ್ನಷ್ಟು ವಿಸ್ತರಿಸಲಾಗುವುದು ಎಂದು ಅವರು ಭರವಸೆ ನೀಡಿದರು. ಸಮಾರಂಭದಲ್ಲಿ ದೇಶಭಕ್ತಿ ಗೀತೆಗಳು ಮೊಳಗಿದವು. bbox=[746, 148, 938, 322]
article-iran-col1-text: ಇರಾನ್‌ನಲ್ಲಿ ಒಂದೆಡೆ ಹಿಂಸಾಚಾರ, ಮತ್ತೊಂದೆಡೆ ಯುದ್ಧದ ಆತಂಕ ಹಿನ್ನೆಲೆಯಲ್ಲಿ ಒಣಹಣ್ಣುಗಳ ಪೂರೈಕೆ ಸ್ಥಗಿತಗೊಂಡಿದೆ. ಪಿಸ್ತಾ, ಖರ್ಜೂರ, ಅಂಜೂರ ಸೇರಿದಂತೆ ಹಲವು ಉತ್ಪನ್ನಗಳ ಆವಕ ನಿಂತಿದೆ. bbox=[562, 1266, 640, 1370]
mark-carney-photo bbox=[292, 1280, 419, 1418]
divider bbox=[742, 62, 743, 1180]
article-indiaeu-photo-caption: ಬಲಪಡಿಸಲು ಪ್ರಯತ್ನಿಸುತ್ತಿರುವ ಹೊತ್ತಿನಲ್ಲಿ ಈ ಹೊಸ ಪಾಲುದಾರಿಕೆ ಬಂದಿದೆ. bbox=[428, 490, 634, 500]
article-father-byline: ತಿರುವನಂತಪುರಂ: bbox=[8, 477, 60, 487]
article-isi-body-text: ಪಾಕಿಸ್ತಾನದ ಗುಪ್ತಚರ ಸಂಸ್ಥೆ ಐಎಸ್‌ಐ ಪರವಾಗಿ ಬೇಹುಗಾರಿಕೆ ನಡೆಸುತ್ತಿದ್ದ ಶಂಕೆಯ ಮೇಲೆ ರಾಜಸ್ಥಾನದ ಗಡಿ ಜಿಲ್ಲೆ ಜೈಸಲ್ಮೇರ್‌ನ ವ್ಯಕ್ತಿಯನ್ನು ಭದ್ರತಾ ಸಂಸ್ಥೆಗಳು ಬಂಧಿಸಿವೆ. ಆರೋಪಿ ಗಡಿ ಭಾಗದ ಸೇನಾ ನೆಲೆಗಳ ಮಾಹಿತಿ ಮತ್ತು ಫೋಟೋಗಳನ್ನು ಸಾಮಾಜಿಕ ಜಾಲತಾಣದ ಮೂಲಕ ಪಾಕ್ ಏಜೆಂಟರಿಗೆ ರವಾನಿಸುತ್ತಿದ್ದ ಎಂದು ತನಿಖಾಧಿಕಾರಿಗಳು ತಿಳಿಸಿದ್ದಾರೆ. ಹಣದ ಆಮಿಷಕ್ಕೆ ಒಳಗಾಗಿ ಈ ಕೃತ್ಯ ಎಸಗಿರುವುದು ಪ್ರಾಥಮಿಕ ವಿಚಾರಣೆಯಲ್ಲಿ ಬೆಳಕಿಗೆ ಬಂದಿದೆ. ಆತನ ಮೊಬೈಲ್‌ನಲ್ಲಿ ಪಾಕ್ ನಂಬರ್‌ಗಳಿಂದ ಬಂದ ಸಂದೇಶಗಳು, ಹಣ ವರ್ಗಾವಣೆ ದಾಖಲೆಗಳು ಪತ್ತೆಯಾಗಿವೆ. ಕಳೆದ ಕೆಲ ತಿಂಗಳಿಂದ ಆತನ ಚಟುವಟಿಕೆಗಳ ಮೇಲೆ ನಿಗಾ ಇಡಲಾಗಿತ್ತು ಎಂದು ಮೂಲಗಳು ಹೇಳಿವೆ. ಗಡಿ ಭಾಗದಲ್ಲಿ ಬೇಹುಗಾರಿಕೆ ಜಾಲ ವಿಸ್ತರಿಸಿರುವ ಶಂಕೆ ಹಿನ್ನೆಲೆಯಲ್ಲಿ ಇನ್ನಷ್ಟು ಮಂದಿಯನ್ನು ವಿಚಾರಣೆಗೆ ಒಳಪಡಿಸಲಾಗಿದೆ. ಆರೋಪಿಯನ್ನು ಅಧಿಕೃತ ರಹಸ್ಯ ಕಾಯ್ದೆಯಡಿ ಬಂಧಿಸಿ ನ್ಯಾಯಾಂಗ ವಶಕ್ಕೆ ನೀಡಲಾಗಿದೆ. ಜಂಟಿ ವಿಚಾರಣಾ ತಂಡ ಹೆಚ್ಚಿನ ತನಿಖೆ ನಡೆಸುತ್ತಿದ್ದು, ಜಾಲದ ಮೂಲ ಪತ್ತೆಗೆ ಕಾರ್ಯಾಚರಣೆ ಮುಂದುವರಿದಿದೆ ಎಂದು ಪೊಲೀಸರು ಮಾಹಿತಿ ನೀಡಿದ್ದಾರೆ. bbox=[746, 884, 938, 1070]
divider bbox=[0, 282, 742, 283]
header-rule bbox=[0, 56, 945, 59]
article-trade-headline: ಭಾರತದ ವ್ಯಾಪಾರ ಒಪ್ಪಂದಕ್ಕೆ ಶ್ವೇತಭವನದ ಜೊತೆ ಹೋರಾಟ- ಟ್ರಂಪ್, ವ್ಯಾನ್ಸ್‌ನಿಂದ ಸಾಧ್ಯವಾಗುತ್ತಿಲ್ಲ bbox=[337, 884, 713, 943]
article-china-col3: ಸೇರಿದಂತೆ ಆದಷ್ಟು ಸಂಪೂರ್ಣವಾಗಿ ತಿಂದು ಹಾಕುತ್ತದೆ ಎಂದು ಟ್ರಂಪ್ ಗುಡುಗಿದ್ದಾರೆ. ಹೊಸ ಕಾರ್ಯತಂತ್ರದ ಭಾಗವಾಗಿ ಕೆನಡಾ ಏಷ್ಯಾದ ಮಾರುಕಟ್ಟೆಗಳತ್ತ ಮುಖ ಮಾಡಿದ್ದು, ಅಮೆರಿಕದ ಅವಲಂಬನೆ ತಗ್ಗಿಸುವ ಯತ್ನದಲ್ಲಿದೆ ಎಂದು ವಿಶ್ಲೇಷಕರು ಅಭಿಪ್ರಾಯಪಟ್ಟಿದ್ದಾರೆ. ಉಭಯ ನಾಯಕರ ನಡುವೆ ಮಾತುಕತೆ ನಡೆಯುವ ಸಾಧ್ಯತೆಯೂ ಇದೆ. bbox=[162, 1424, 419, 1470]
article-badri-col1 bbox=[8, 934, 104, 1178]
divider bbox=[236, 612, 742, 613]
article-joshi-body bbox=[746, 148, 938, 380]
accused-shijil-photo bbox=[114, 364, 233, 470]
women-flag-salute-photo-inner bbox=[747, 385, 937, 441]
article-indiaeu-col2: ಎರಡೂ ಕ್ಷೇತ್ರಗಳು ಒಟ್ಟಾರೆ ದ್ವಿಪಕ್ಷೀಯ ಸಂಬಂಧಗಳನ್ನು ಗಾಢಗೊಳಿಸಲು ಬಯಸುತ್ತಿವೆ. ಈಗಿನ ಸುಂಕ ಸಮರದ ಸನ್ನಿವೇಶದಲ್ಲಿ ಭಾರತಕ್ಕೆ ಯುರೋಪ್ ದೊಡ್ಡ ಮಾರುಕಟ್ಟೆ ಆಗಲಿದೆ. ವಾಹನ, ಔಷಧ, ಜವಳಿ ಮತ್ತು ಐಟಿ ವಲಯಗಳಿಗೆ ಹೊಸ ಅವಕಾಶಗಳು ತೆರೆದುಕೊಳ್ಳಲಿವೆ. ಹೂಡಿಕೆ ರಕ್ಷಣೆ ಮತ್ತು ಭೌಗೋಳಿಕ ಸೂಚ್ಯಂಕಗಳ ಕುರಿತ ಪ್ರತ್ಯೇಕ ಒಪ್ಪಂದಗಳ ಮಾತುಕತೆಯೂ ಅಂತಿಮ ಹಂತದಲ್ಲಿದೆ ಎಂದು ಮೂಲಗಳು ತಿಳಿಸಿವೆ. bbox=[336, 380, 424, 554]
